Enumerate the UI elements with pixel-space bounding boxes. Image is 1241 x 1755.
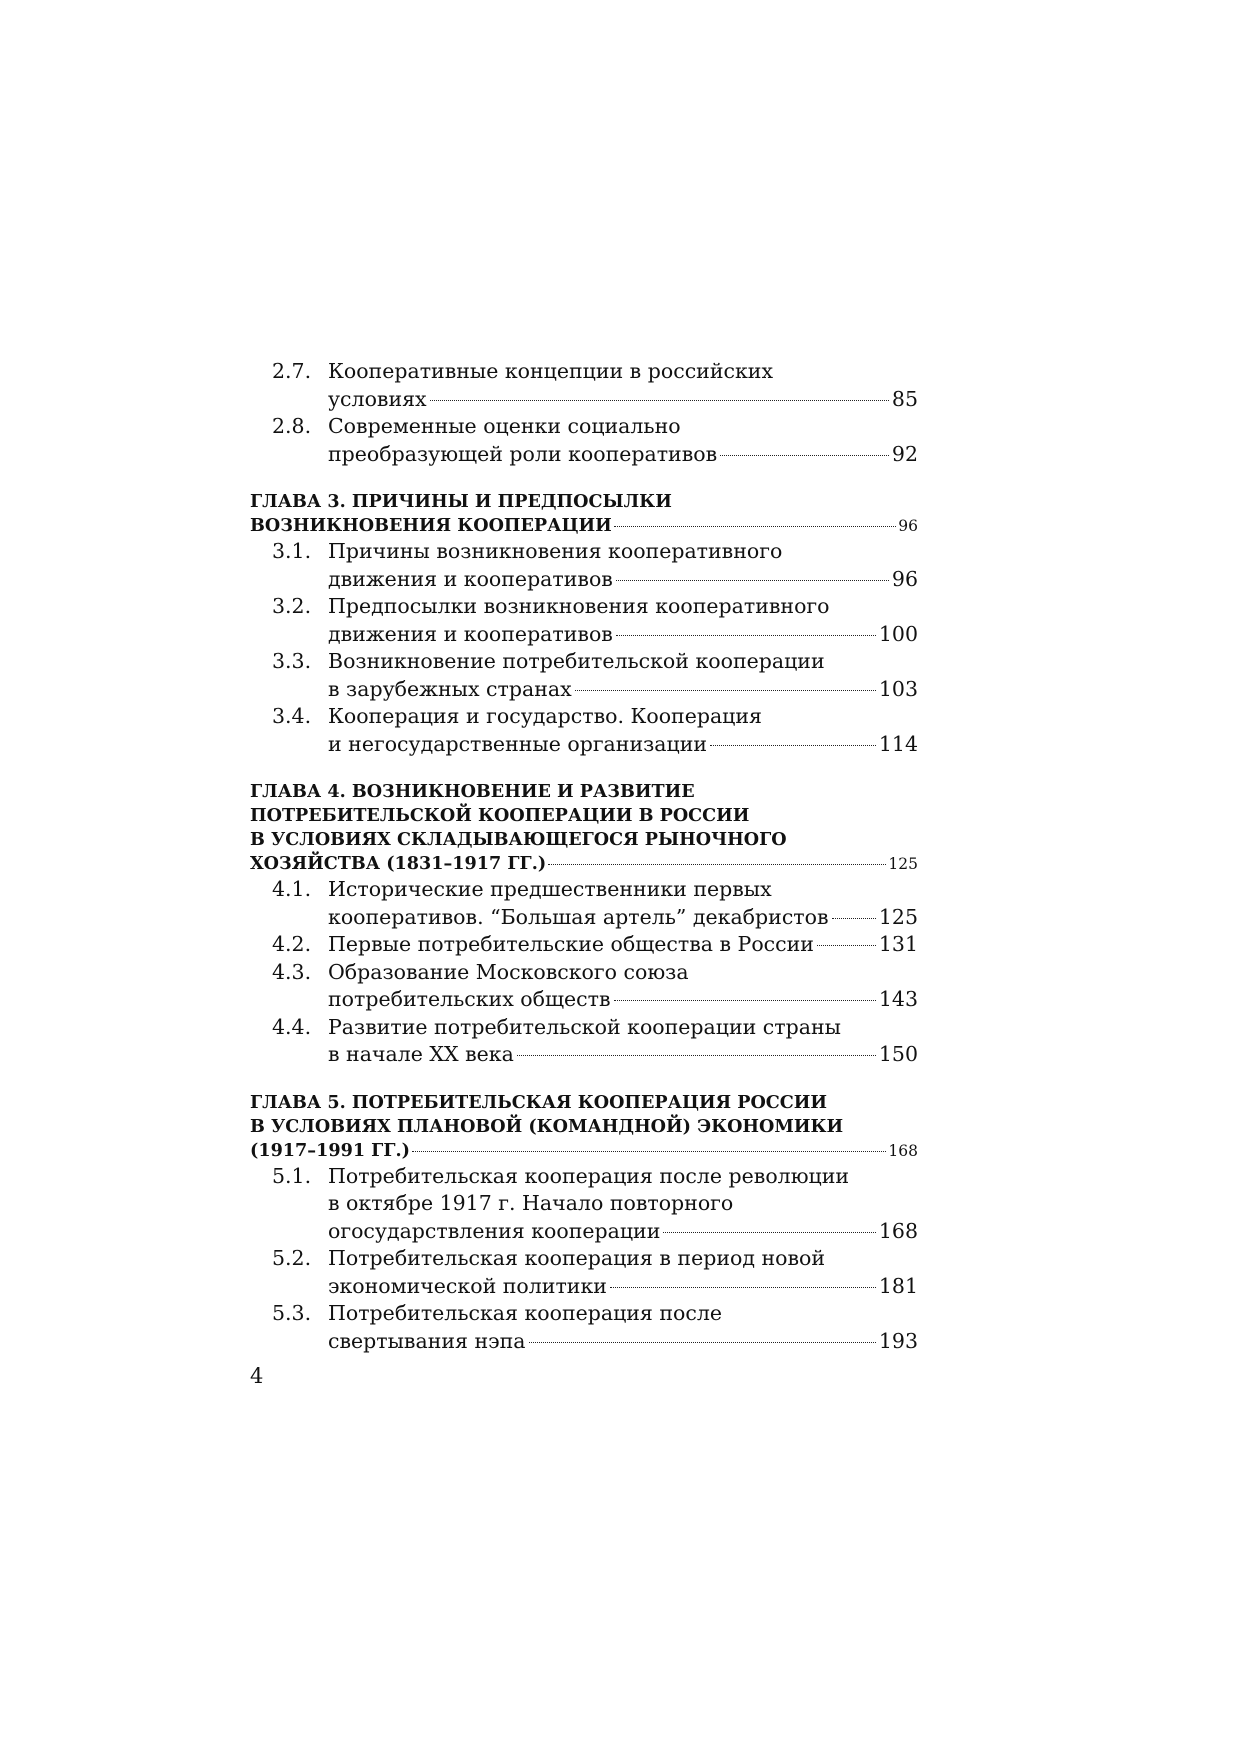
section-title: в начале XX века (328, 1042, 514, 1066)
section-title: Потребительская кооперация после революции (328, 1163, 850, 1188)
chapter-5-heading[interactable] (250, 1091, 918, 1115)
toc-entry-3-1-cont[interactable] (250, 566, 918, 594)
section-title: Кооперативные концепции в российских (328, 359, 774, 383)
section-number: 2.8. (272, 414, 312, 438)
page-ref: 100 (878, 621, 918, 646)
section-number: 5.3. (272, 1301, 312, 1325)
section-title: Образование Московского союза (328, 959, 689, 984)
section-number: 3.2. (272, 594, 312, 618)
section-title: Современные оценки социально (328, 414, 681, 438)
dot-leader (817, 945, 876, 946)
page-ref: 92 (891, 441, 918, 466)
section-title: движения и кооперативов (328, 566, 613, 591)
chapter-title: ГЛАВА 5. ПОТРЕБИТЕЛЬСКАЯ КООПЕРАЦИЯ РОССИИ (250, 1091, 828, 1113)
page-ref: 168 (878, 1218, 918, 1243)
dot-leader (616, 580, 889, 581)
toc-entry-4-4[interactable] (250, 1014, 918, 1042)
chapter-title: (1917–1991 ГГ.) (250, 1139, 410, 1161)
toc-entry-5-1[interactable] (250, 1163, 918, 1191)
page-ref: 193 (878, 1328, 918, 1353)
page-ref: 131 (878, 932, 918, 956)
section-number: 3.4. (272, 704, 312, 728)
dot-leader (832, 918, 876, 919)
chapter-title: В УСЛОВИЯХ СКЛАДЫВАЮЩЕГОСЯ РЫНОЧНОГО (250, 829, 787, 850)
toc-entry-4-1-cont[interactable] (250, 904, 918, 932)
section-title: потребительских обществ (328, 987, 611, 1011)
chapter-5-heading-cont[interactable] (250, 1115, 918, 1139)
chapter-4-heading-cont[interactable] (250, 852, 918, 876)
section-number: 2.7. (272, 359, 312, 383)
section-number: 5.2. (272, 1246, 312, 1270)
section-title: огосударствления кооперации (328, 1218, 661, 1243)
toc-entry-4-3-cont[interactable] (250, 986, 918, 1014)
chapter-4-heading[interactable] (250, 780, 918, 804)
section-title: экономической политики (328, 1273, 607, 1298)
page-ref: 103 (878, 676, 918, 701)
section-number: 4.1. (272, 877, 312, 901)
dot-leader (610, 1287, 876, 1288)
toc-entry-3-3-cont[interactable] (250, 676, 918, 704)
section-number: 4.4. (272, 1014, 312, 1039)
dot-leader (517, 1055, 876, 1056)
chapter-title: ХОЗЯЙСТВА (1831–1917 ГГ.) (250, 853, 547, 874)
section-title: Развитие потребительской кооперации страны (328, 1014, 841, 1039)
chapter-3-heading[interactable] (250, 490, 918, 514)
section-title: Предпосылки возникновения кооперативного (328, 594, 830, 618)
section-title: Возникновение потребительской кооперации (328, 649, 825, 673)
dot-leader (575, 690, 876, 691)
section-title: Кооперация и государство. Кооперация (328, 704, 762, 728)
chapter-title: ГЛАВА 3. ПРИЧИНЫ И ПРЕДПОСЫЛКИ (250, 491, 672, 512)
page-ref: 181 (878, 1273, 918, 1298)
page-ref: 125 (878, 904, 918, 929)
page-number: 4 (250, 1364, 264, 1388)
toc-entry-2-7-cont[interactable] (250, 386, 918, 414)
toc-entry-3-2-cont[interactable] (250, 621, 918, 649)
section-title: Потребительская кооперация после (328, 1301, 723, 1325)
toc-entry-4-2[interactable] (250, 931, 918, 959)
page-ref: 96 (898, 517, 918, 535)
section-title: Потребительская кооперация в период новой (328, 1246, 826, 1270)
toc-entry-5-2-cont[interactable] (250, 1273, 918, 1301)
chapter-title: ПОТРЕБИТЕЛЬСКОЙ КООПЕРАЦИИ В РОССИИ (250, 805, 750, 826)
chapter-title: ВОЗНИКНОВЕНИЯ КООПЕРАЦИИ (250, 515, 612, 536)
dot-leader (710, 745, 876, 746)
toc-entry-4-3[interactable] (250, 959, 918, 987)
chapter-4-heading-cont[interactable] (250, 804, 918, 828)
section-title: кооперативов. “Большая артель” декабристов (328, 904, 829, 929)
toc-entry-3-2[interactable] (250, 593, 918, 621)
dot-leader (616, 635, 876, 636)
chapter-5-heading-cont[interactable] (250, 1139, 918, 1163)
section-title: Исторические предшественники первых (328, 877, 772, 901)
section-title: условиях (328, 386, 427, 411)
toc-entry-3-3[interactable] (250, 648, 918, 676)
toc-entry-3-1[interactable] (250, 538, 918, 566)
section-title: преобразующей роли кооперативов (328, 441, 718, 466)
dot-leader (720, 455, 889, 456)
dot-leader (548, 864, 886, 865)
section-number: 4.3. (272, 959, 312, 984)
page-ref: 125 (888, 855, 918, 873)
section-number: 5.1. (272, 1163, 312, 1188)
chapter-title: В УСЛОВИЯХ ПЛАНОВОЙ (КОМАНДНОЙ) ЭКОНОМИКИ (250, 1115, 844, 1137)
page-ref: 114 (878, 731, 918, 756)
section-title: движения и кооперативов (328, 621, 613, 646)
section-title: свертывания нэпа (328, 1328, 526, 1353)
toc-entry-5-1-cont[interactable] (250, 1218, 918, 1246)
dot-leader (412, 1151, 886, 1152)
page-ref: 168 (888, 1141, 918, 1160)
toc-entry-3-4-cont[interactable] (250, 731, 918, 759)
page-ref: 143 (878, 987, 918, 1011)
chapter-3-heading-cont[interactable] (250, 514, 918, 538)
toc-entry-4-4-cont[interactable] (250, 1041, 918, 1069)
section-number: 3.1. (272, 539, 312, 563)
toc-entry-2-8-cont[interactable] (250, 441, 918, 469)
section-title: Причины возникновения кооперативного (328, 539, 783, 563)
section-title: и негосударственные организации (328, 731, 708, 756)
toc-entry-5-2[interactable] (250, 1245, 918, 1273)
toc-entry-5-1-cont[interactable] (250, 1190, 918, 1218)
toc-entry-4-1[interactable] (250, 876, 918, 904)
page-ref: 96 (891, 566, 918, 591)
toc-entry-2-8[interactable] (250, 413, 918, 441)
section-title: Первые потребительские общества в России (328, 932, 814, 956)
toc-entry-3-4[interactable] (250, 703, 918, 731)
toc-entry-2-7[interactable] (250, 358, 918, 386)
dot-leader (529, 1342, 876, 1343)
section-title: в октябре 1917 г. Начало повторного (328, 1191, 734, 1215)
page-ref: 85 (891, 386, 918, 411)
toc-entry-5-3-cont[interactable] (250, 1328, 918, 1356)
section-number: 3.3. (272, 649, 312, 673)
page-ref: 150 (878, 1042, 918, 1066)
table-of-contents (250, 358, 918, 1355)
chapter-title: ГЛАВА 4. ВОЗНИКНОВЕНИЕ И РАЗВИТИЕ (250, 781, 695, 802)
dot-leader (430, 400, 889, 401)
toc-entry-5-3[interactable] (250, 1300, 918, 1328)
dot-leader (614, 526, 897, 527)
section-number: 4.2. (272, 932, 312, 956)
dot-leader (663, 1232, 875, 1233)
section-title: в зарубежных странах (328, 676, 572, 701)
chapter-4-heading-cont[interactable] (250, 828, 918, 852)
dot-leader (614, 1000, 876, 1001)
